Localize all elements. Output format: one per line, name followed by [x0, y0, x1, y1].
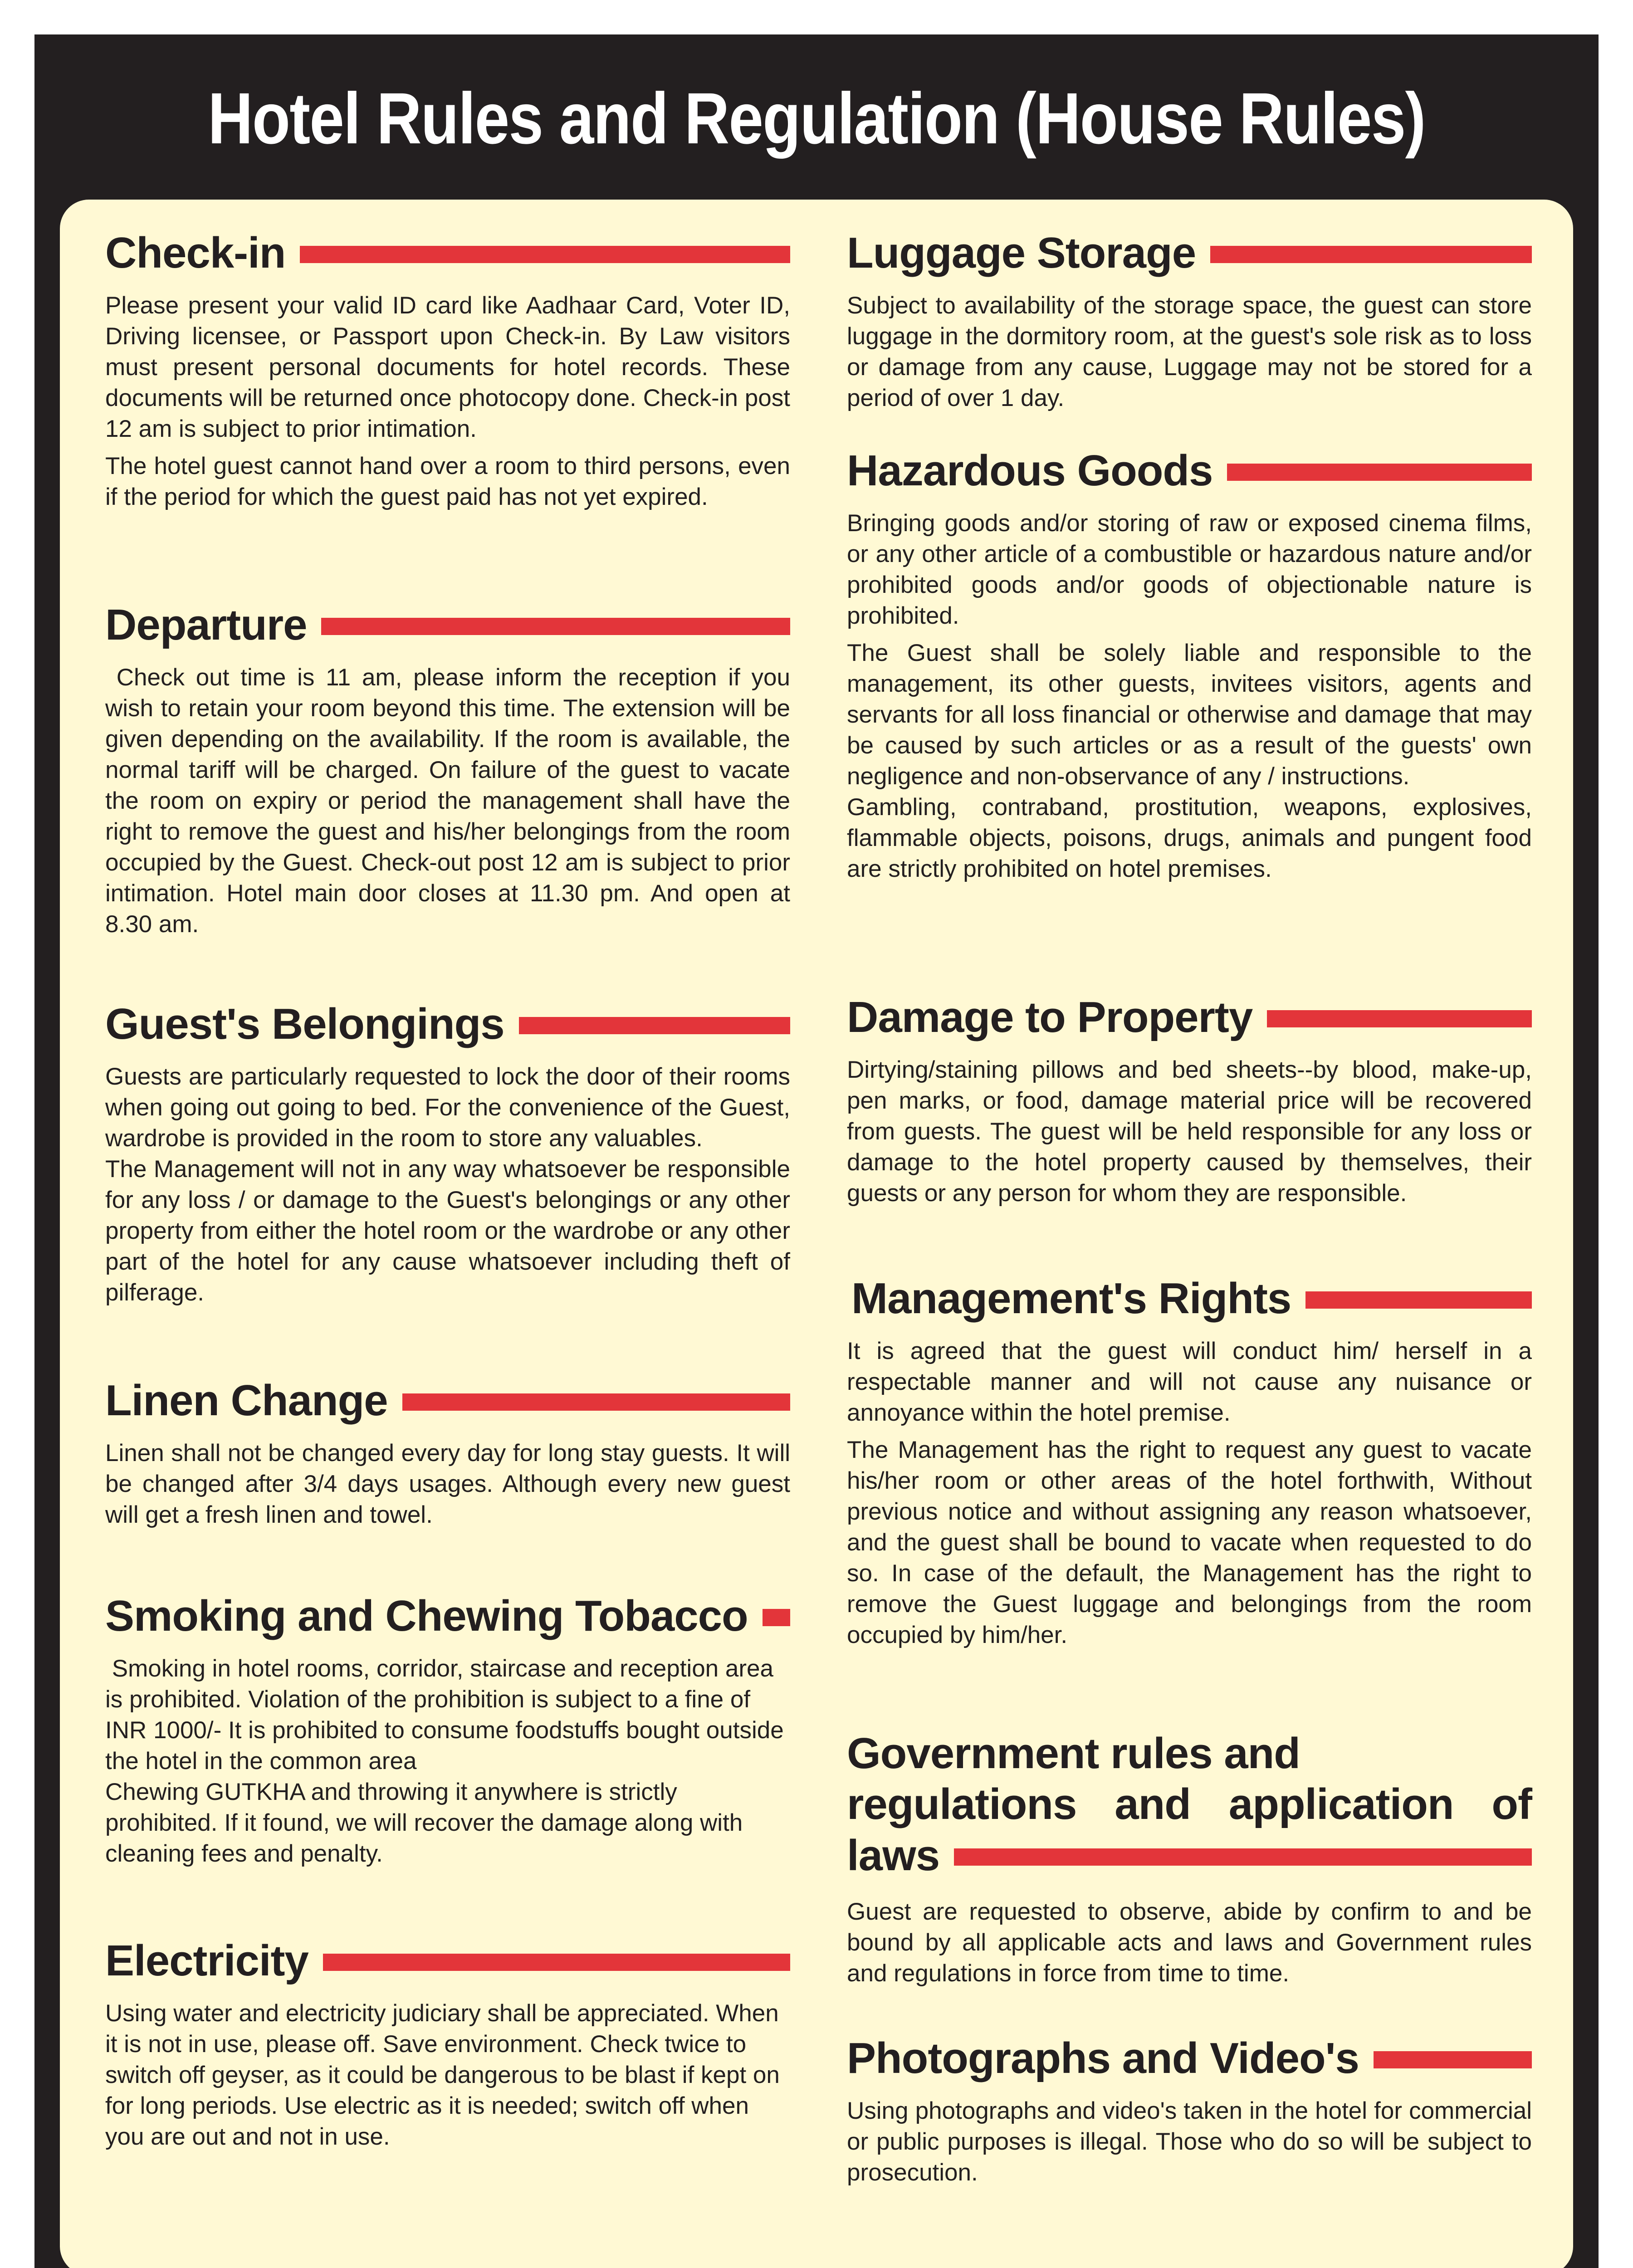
heading-text: Hazardous Goods	[847, 446, 1213, 495]
heading-text: Smoking and Chewing Tobacco	[105, 1592, 748, 1640]
section-heading	[105, 603, 790, 647]
section-check-in	[105, 231, 790, 519]
heading-divider	[323, 1954, 790, 1971]
heading-divider	[1210, 246, 1532, 263]
paragraph: Dirtying/staining pillows and bed sheets--by blood, make-up, pen marks, or food, damage material price will be recovered from guests. The guest will be held responsible for any loss or damage to the hotel property caused by themselves, their guests or any person for whom they are responsible.	[847, 1056, 1532, 1207]
paragraph: Please present your valid ID card like Aadhaar Card, Voter ID, Driving licensee, or Passport upon Check-in. By Law visitors must present personal documents for hotel records. These documents will be returned once photocopy done. Check-in post 12 am is subject to prior intimation.	[105, 292, 790, 442]
section-body	[105, 1061, 790, 1308]
section-body	[105, 1438, 790, 1530]
section-heading	[847, 1274, 1532, 1323]
section-managements-rights	[847, 1274, 1532, 1657]
section-photographs	[847, 2034, 1532, 2195]
section-heading	[847, 446, 1532, 495]
section-heading	[847, 231, 1532, 275]
section-government-rules	[847, 1728, 1532, 1995]
section-heading	[105, 1936, 790, 1985]
paragraph: Using photographs and video's taken in the hotel for commercial or public purposes is illegal. Those who do so will be subject to prosecution.	[847, 2097, 1532, 2186]
section-heading	[847, 2034, 1532, 2082]
heading-divider	[1374, 2051, 1532, 2068]
section-body	[847, 1055, 1532, 1209]
section-heading	[105, 231, 790, 275]
heading-divider	[402, 1393, 790, 1411]
heading-line: laws	[847, 1831, 940, 1880]
section-heading	[105, 1594, 790, 1638]
section-luggage-storage	[847, 231, 1532, 420]
section-guests-belongings	[105, 1002, 790, 1315]
section-heading	[847, 993, 1532, 1041]
rules-panel	[60, 200, 1573, 2268]
section-body	[105, 1653, 790, 1869]
heading-last-line	[847, 1830, 1532, 1881]
heading-line: Government rules and	[847, 1729, 1300, 1778]
section-body	[105, 1998, 790, 2152]
section-electricity	[105, 1936, 790, 2159]
section-heading	[105, 1002, 790, 1046]
heading-text: Management's Rights	[851, 1274, 1291, 1323]
heading-text: Photographs and Video's	[847, 2034, 1359, 2082]
paragraph: It is agreed that the guest will conduct him/ herself in a respectable manner and will not cause any nuisance or annoyance within the hotel premise.	[847, 1338, 1532, 1426]
heading-text: Check-in	[105, 229, 286, 277]
section-heading	[105, 1376, 790, 1425]
paragraph: Check out time is 11 am, please inform the reception if you wish to retain your room beyond this time. The extension will be given depending on the availability. If the room is available, the normal tariff will be charged. On failure of the guest to vacate the room on expiry or period the management shall have the right to remove the guest and his/her belongings from the room occupied by the Guest. Check-out post 12 am is subject to prior intimation. Hotel main door closes at 11.30 pm. And open at 8.30 am.	[105, 664, 797, 938]
paragraph: The Guest shall be solely liable and responsible to the management, its other guests, invitees visitors, agents and servants for all loss financial or otherwise and damage that may be caused by such articles or as a result of the guests' own negligence and non-observance of any / instructions. Gambling, contraband, prostitution, weapons, explosives, flammable objects, poisons, drugs, animals and pungent food are strictly prohibited on hotel premises.	[847, 640, 1532, 882]
section-body	[847, 1897, 1532, 1989]
heading-text: Linen Change	[105, 1376, 388, 1425]
heading-divider	[519, 1017, 790, 1034]
heading-divider	[321, 618, 790, 635]
heading-divider	[763, 1609, 790, 1626]
section-body	[105, 290, 790, 513]
section-linen-change	[105, 1376, 790, 1537]
section-smoking	[105, 1594, 790, 1876]
section-heading	[847, 1728, 1532, 1881]
paragraph: The Management has the right to request any guest to vacate his/her room or other areas of the hotel forthwith, Without previous notice and without assigning any reason whatsoever, and the guest shall be bound to vacate when requested to do so. In case of the default, the Management has the right to remove the Guest luggage and belongings from the room occupied by him/her.	[847, 1437, 1532, 1648]
heading-divider	[1305, 1291, 1532, 1309]
section-departure	[105, 601, 797, 946]
heading-divider	[1267, 1010, 1532, 1027]
paragraph: Linen shall not be changed every day for long stay guests. It will be changed after 3/4 days usages. Although every new guest will get a fresh linen and towel.	[105, 1440, 790, 1528]
section-body	[847, 2096, 1532, 2188]
heading-text: Departure	[105, 601, 307, 649]
heading-text: Luggage Storage	[847, 229, 1196, 277]
page-title: Hotel Rules and Regulation (House Rules)	[208, 78, 1425, 159]
paragraph: Subject to availability of the storage space, the guest can store luggage in the dormitory room, at the guest's sole risk as to loss or damage from any cause, Luggage may not be stored for a period of over 1 day.	[847, 292, 1532, 411]
rules-poster	[34, 34, 1599, 2268]
heading-text: Damage to Property	[847, 993, 1253, 1041]
section-body	[105, 662, 797, 940]
heading-text: Guest's Belongings	[105, 1000, 504, 1048]
paragraph: Guests are particularly requested to lock the door of their rooms when going out going to bed. For the convenience of the Guest, wardrobe is provided in the room to store any valuables. The Management will not in any way whatsoever be responsible for any loss / or damage to the Guest's belongings or any other property from either the hotel room or the wardrobe or any other part of the hotel for any cause whatsoever including theft of pilferage.	[105, 1063, 790, 1306]
heading-text: Electricity	[105, 1936, 308, 1985]
section-body	[847, 508, 1532, 885]
paragraph: Using water and electricity judiciary shall be appreciated. When it is not in use, please off. Save environment. Check twice to switch off geyser, as it could be dangerous to be blast if kept on for long periods. Use electric as it is needed; switch off when you are out and not in use.	[105, 2000, 780, 2150]
section-body	[847, 1336, 1532, 1651]
section-damage-to-property	[847, 993, 1532, 1215]
paragraph: The hotel guest cannot hand over a room to third persons, even if the period for which the guest paid has not yet expired.	[105, 453, 790, 510]
paragraph: Bringing goods and/or storing of raw or exposed cinema films, or any other article of a combustible or hazardous nature and/or prohibited goods and/or goods of objectionable nature is prohibited.	[847, 510, 1532, 629]
heading-line: regulations and application of	[847, 1780, 1532, 1829]
section-body	[847, 290, 1532, 414]
paragraph: Smoking in hotel rooms, corridor, staircase and reception area is prohibited. Violation of the prohibition is subject to a fine of INR 1000/- It is prohibited to consume foodstuffs bought outside the hotel in the common area Chewing GUTKHA and throwing it anywhere is strictly prohibited. If it found, we will recover the damage along with cleaning fees and penalty.	[105, 1655, 784, 1867]
paragraph: Guest are requested to observe, abide by confirm to and be bound by all applicable acts and laws and Government rules and regulations in force from time to time.	[847, 1898, 1532, 1987]
heading-divider	[300, 246, 790, 263]
heading-divider	[954, 1848, 1532, 1866]
heading-divider	[1227, 464, 1532, 481]
section-hazardous-goods	[847, 446, 1532, 891]
